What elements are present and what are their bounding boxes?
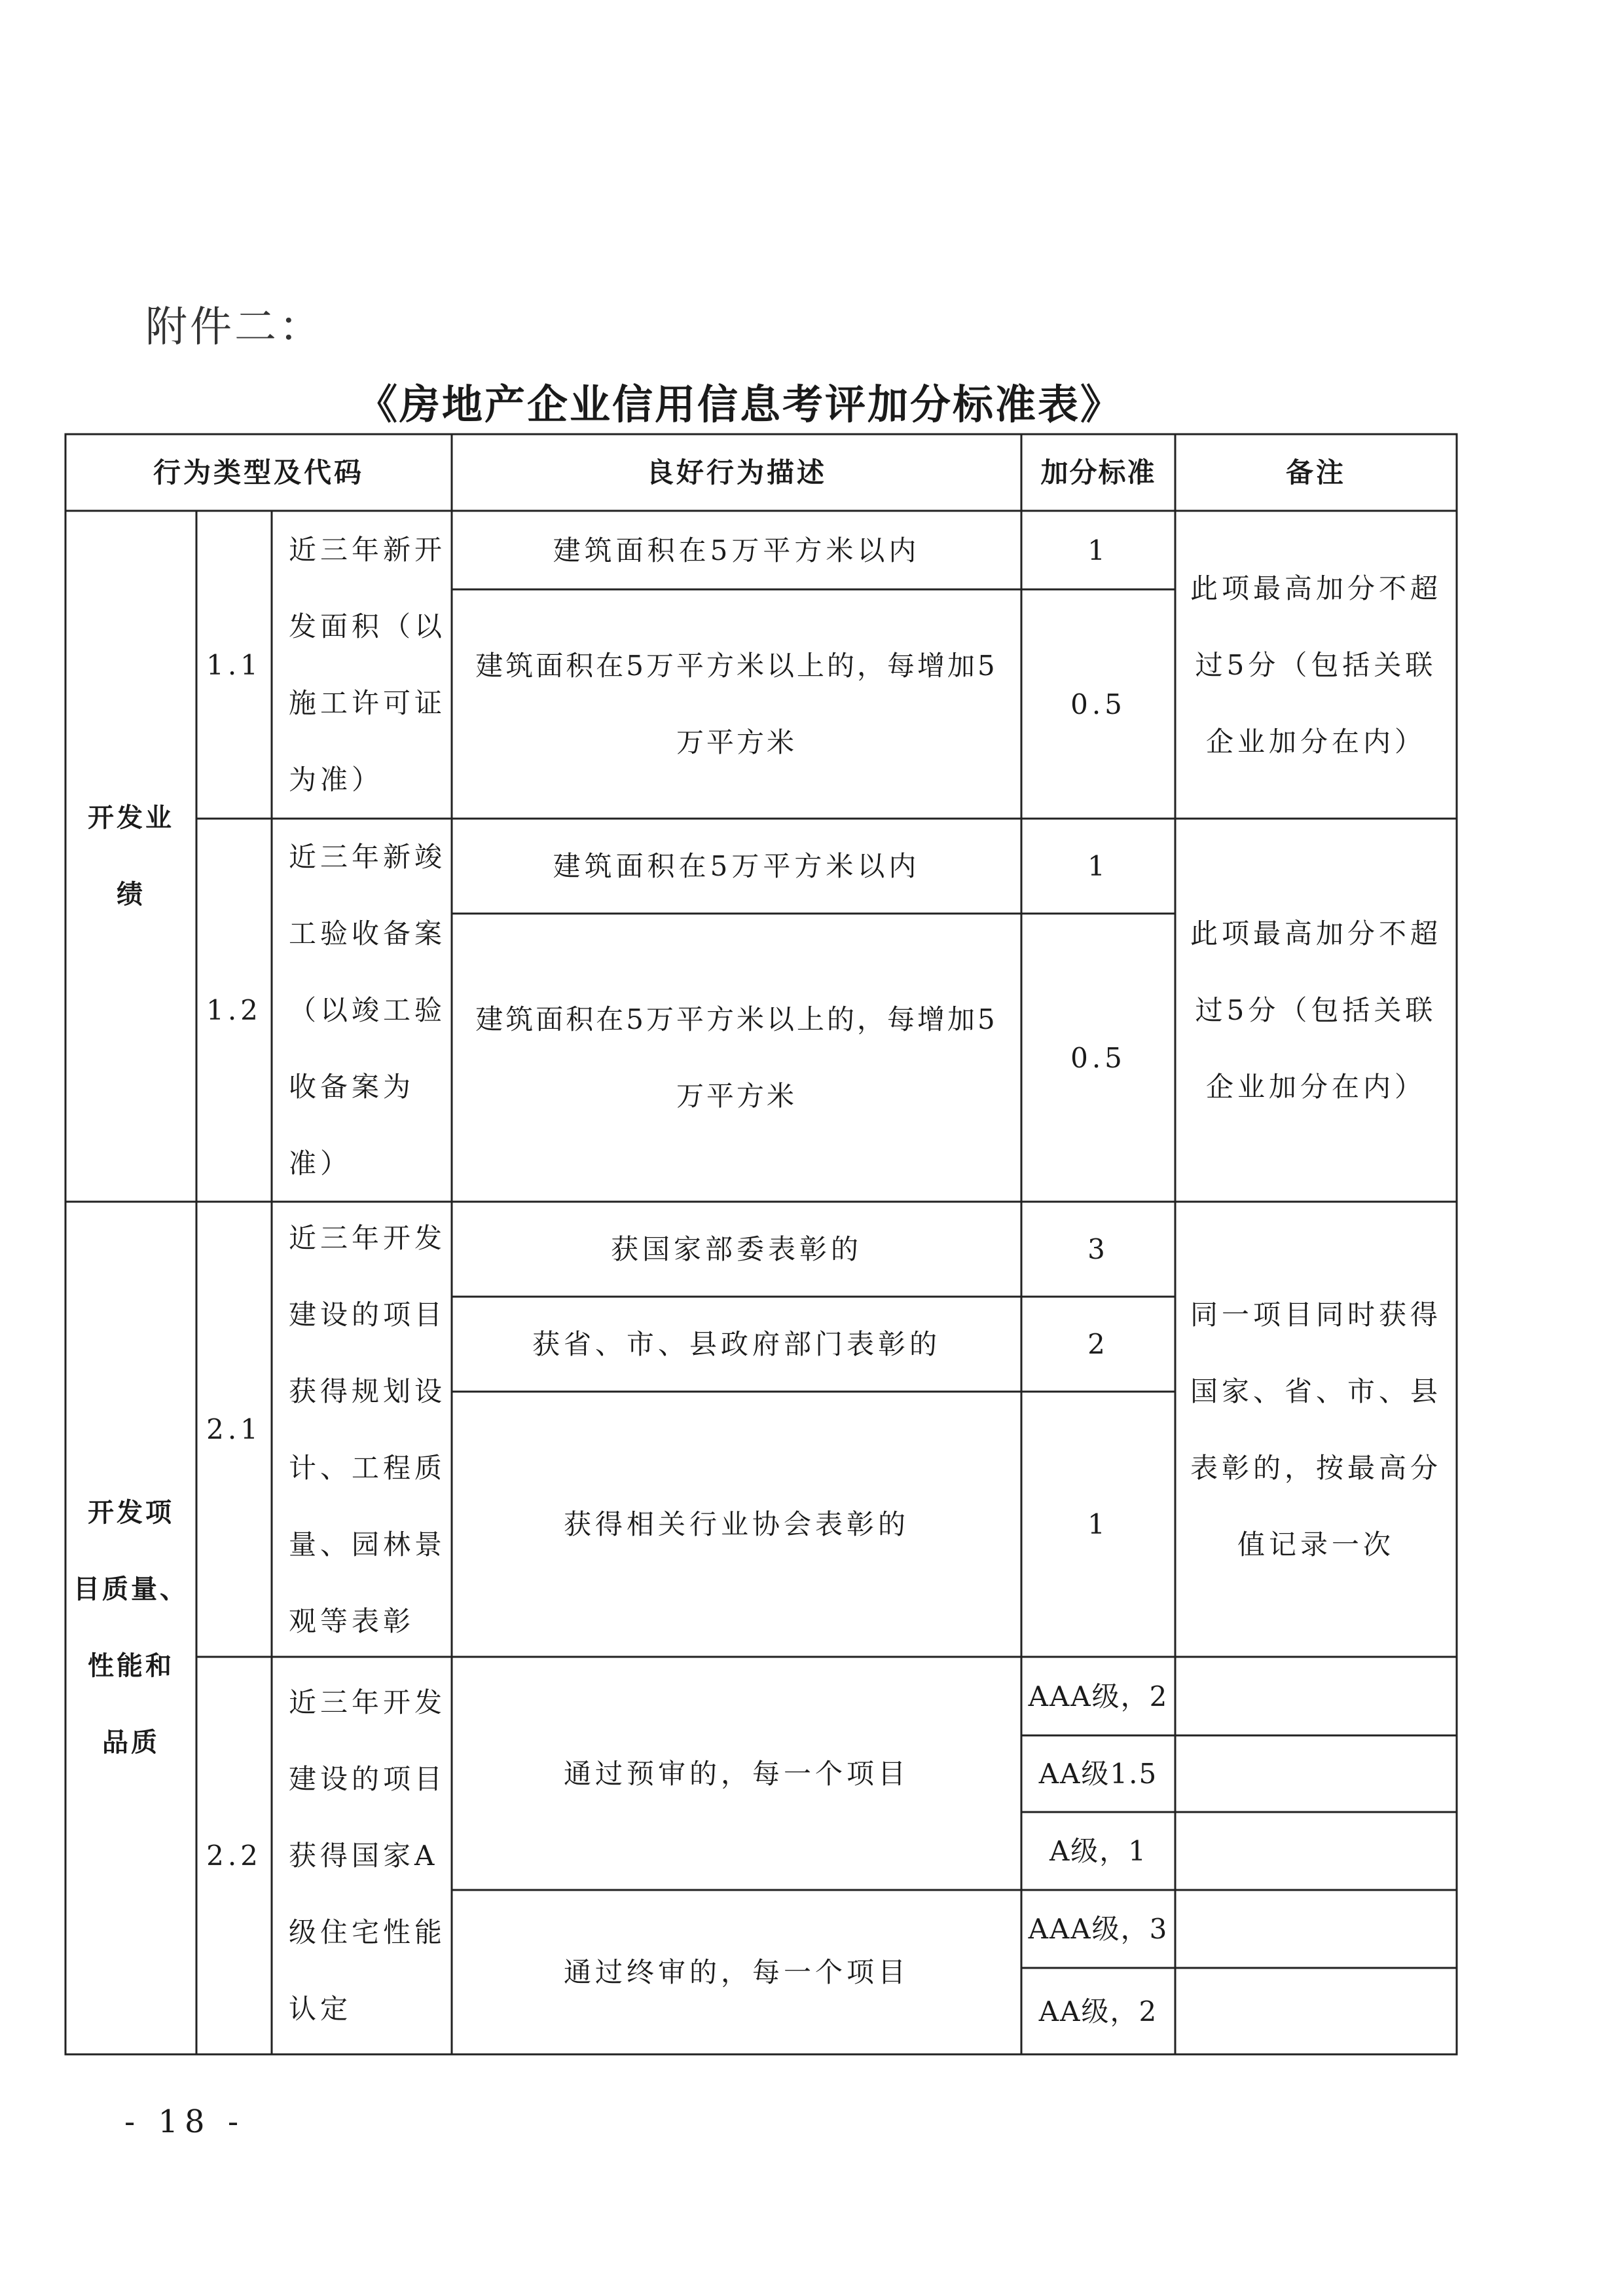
desc-1-2-a: 建筑面积在5万平方米以内 bbox=[553, 850, 921, 882]
desc-2-2-pre: 通过预审的，每一个项目 bbox=[563, 1757, 909, 1790]
score-2-2-final-aa: AA级，2 bbox=[1038, 1995, 1158, 2028]
document-title: 《房地产企业信用信息考评加分标准表》 bbox=[357, 380, 1123, 428]
header-description: 良好行为描述 bbox=[646, 456, 827, 489]
desc-2-1-c: 获得相关行业协会表彰的 bbox=[563, 1508, 909, 1540]
desc-2-1-b: 获省、市、县政府部门表彰的 bbox=[532, 1328, 941, 1360]
score-2-2-pre-aaa: AAA级，2 bbox=[1028, 1680, 1169, 1713]
score-2-2-pre-aa: AA级1.5 bbox=[1038, 1758, 1158, 1790]
desc-2-1-a: 获国家部委表彰的 bbox=[610, 1233, 862, 1265]
annex-label: 附件二： bbox=[145, 303, 323, 352]
remark-1-2: 此项最高加分不超 过5分（包括关联 企业加分在内） bbox=[1190, 917, 1442, 1103]
desc-1-1-b: 建筑面积在5万平方米以上的，每增加5 万平方米 bbox=[475, 650, 998, 758]
code-2-1: 2.1 bbox=[206, 1413, 262, 1445]
score-2-2-final-aaa: AAA级，3 bbox=[1028, 1913, 1169, 1945]
score-1-1-a: 1 bbox=[1087, 534, 1109, 566]
desc-1-1-a: 建筑面积在5万平方米以内 bbox=[553, 534, 921, 566]
score-2-1-b: 2 bbox=[1087, 1328, 1109, 1360]
desc-1-2-b: 建筑面积在5万平方米以上的，每增加5 万平方米 bbox=[475, 1003, 998, 1112]
score-2-1-a: 3 bbox=[1087, 1233, 1109, 1265]
code-1-2: 1.2 bbox=[206, 994, 262, 1026]
item-2-2: 近三年开发 建设的项目 获得国家A 级住宅性能 认定 bbox=[289, 1686, 447, 2025]
category-project-quality: 开发项 目质量、 性能和 品质 bbox=[73, 1498, 189, 1758]
page-number: - 18 - bbox=[124, 2103, 246, 2140]
code-1-1: 1.1 bbox=[206, 648, 262, 681]
header-score: 加分标准 bbox=[1040, 456, 1156, 489]
score-1-2-a: 1 bbox=[1087, 850, 1109, 882]
header-type-code: 行为类型及代码 bbox=[153, 456, 364, 489]
item-2-1: 近三年开发 建设的项目 获得规划设 计、工程质 量、园林景 观等表彰 bbox=[289, 1221, 447, 1637]
code-2-2: 2.2 bbox=[206, 1840, 262, 1872]
category-development-performance: 开发业 绩 bbox=[88, 802, 174, 910]
header-remark: 备注 bbox=[1285, 456, 1346, 489]
remark-2-1: 同一项目同时获得 国家、省、市、县 表彰的，按最高分 值记录一次 bbox=[1190, 1298, 1442, 1561]
item-1-1: 近三年新开 发面积（以 施工许可证 为准） bbox=[289, 534, 447, 796]
remark-1-1: 此项最高加分不超 过5分（包括关联 企业加分在内） bbox=[1190, 572, 1442, 758]
score-2-2-pre-a: A级，1 bbox=[1049, 1835, 1148, 1867]
score-1-2-b: 0.5 bbox=[1070, 1041, 1126, 1074]
item-1-2: 近三年新竣 工验收备案 （以竣工验 收备案为 准） bbox=[289, 841, 447, 1179]
score-1-1-b: 0.5 bbox=[1070, 688, 1126, 720]
desc-2-2-final: 通过终审的，每一个项目 bbox=[563, 1956, 909, 1988]
score-2-1-c: 1 bbox=[1087, 1508, 1109, 1540]
